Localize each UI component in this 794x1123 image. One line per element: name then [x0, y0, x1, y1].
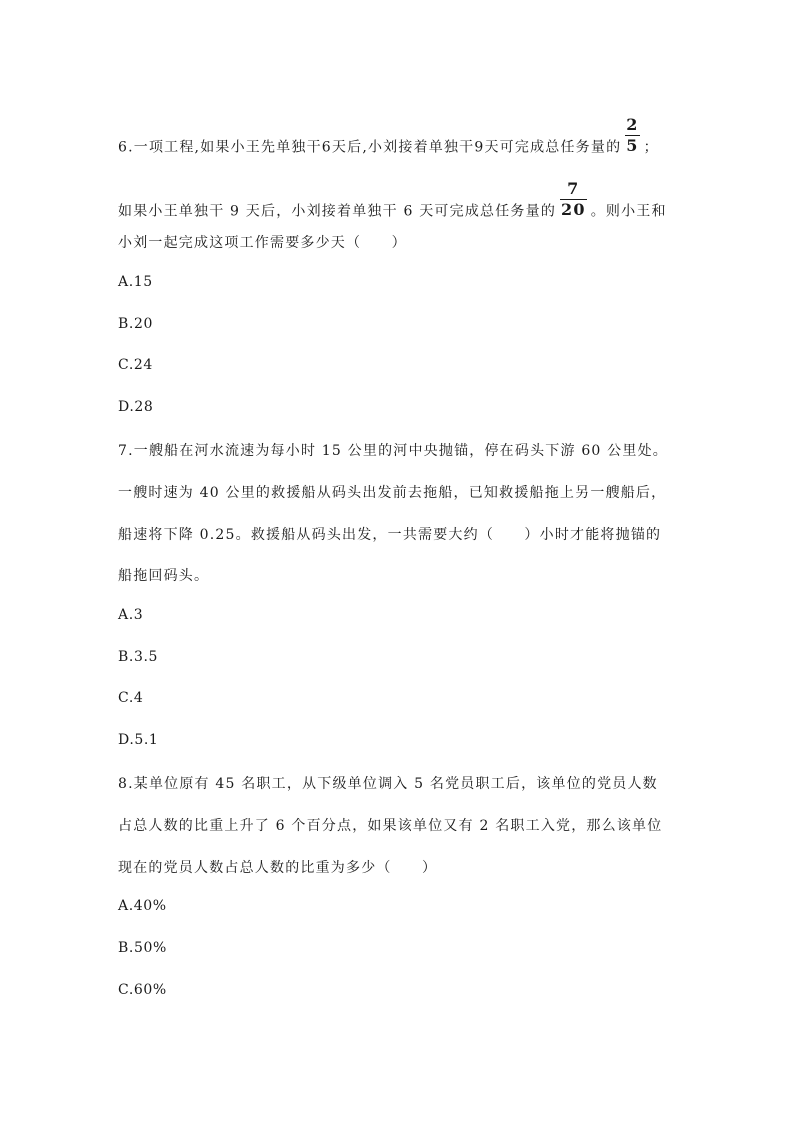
q6-fraction-1-numerator: 2: [626, 115, 639, 134]
q6-line-1: [118, 115, 659, 167]
q8-option-b: B.50%: [118, 940, 167, 956]
q8-line-1: 8.某单位原有 45 名职工，从下级单位调入 5 名党员职工后，该单位的党员人数: [118, 776, 658, 792]
q6-line-2-text: 如果小王单独干 9 天后，小刘接着单独干 6 天可完成总任务量的: [118, 203, 557, 220]
q7-line-3: 船速将下降 0.25。救援船从码头出发，一共需要大约（ ）小时才能将抛锚的: [118, 527, 662, 543]
q6-fraction-1-denominator: 5: [626, 136, 639, 155]
q6-fraction-2: [560, 180, 587, 219]
q6-fraction-2-denominator: 20: [561, 200, 586, 219]
q8-option-c: C.60%: [118, 982, 167, 998]
q6-fraction-2-numerator: 7: [567, 179, 580, 198]
q6-line-2-tail: 。则小王和: [590, 203, 667, 220]
q7-option-c: C.4: [118, 690, 144, 706]
q6-option-d: D.28: [118, 399, 154, 415]
q7-line-2: 一艘时速为 40 公里的救援船从码头出发前去拖船，已知救援船拖上另一艘船后，: [118, 485, 667, 501]
q6-line-2: [118, 179, 667, 231]
q7-option-b: B.3.5: [118, 649, 159, 665]
q7-line-1: 7.一艘船在河水流速为每小时 15 公里的河中央抛锚，停在码头下游 60 公里处。: [118, 443, 668, 459]
q6-line-1-text: 6.一项工程,如果小王先单独干6天后,小刘接着单独干9天可完成总任务量的: [118, 139, 622, 156]
q8-line-3: 现在的党员人数占总人数的比重为多少（ ）: [118, 860, 438, 876]
q7-line-4: 船拖回码头。: [118, 568, 210, 584]
q6-option-c: C.24: [118, 357, 153, 373]
q6-option-b: B.20: [118, 316, 153, 332]
q7-option-d: D.5.1: [118, 732, 159, 748]
q6-option-a: A.15: [118, 274, 153, 290]
q6-fraction-1: [625, 116, 639, 155]
q8-option-a: A.40%: [118, 898, 167, 914]
q7-option-a: A.3: [118, 607, 144, 623]
q6-line-1-tail: ；: [643, 139, 659, 156]
q8-line-2: 占总人数的比重上升了 6 个百分点，如果该单位又有 2 名职工入党，那么该单位: [118, 818, 663, 834]
q6-line-3: 小刘一起完成这项工作需要多少天（ ）: [118, 235, 407, 251]
